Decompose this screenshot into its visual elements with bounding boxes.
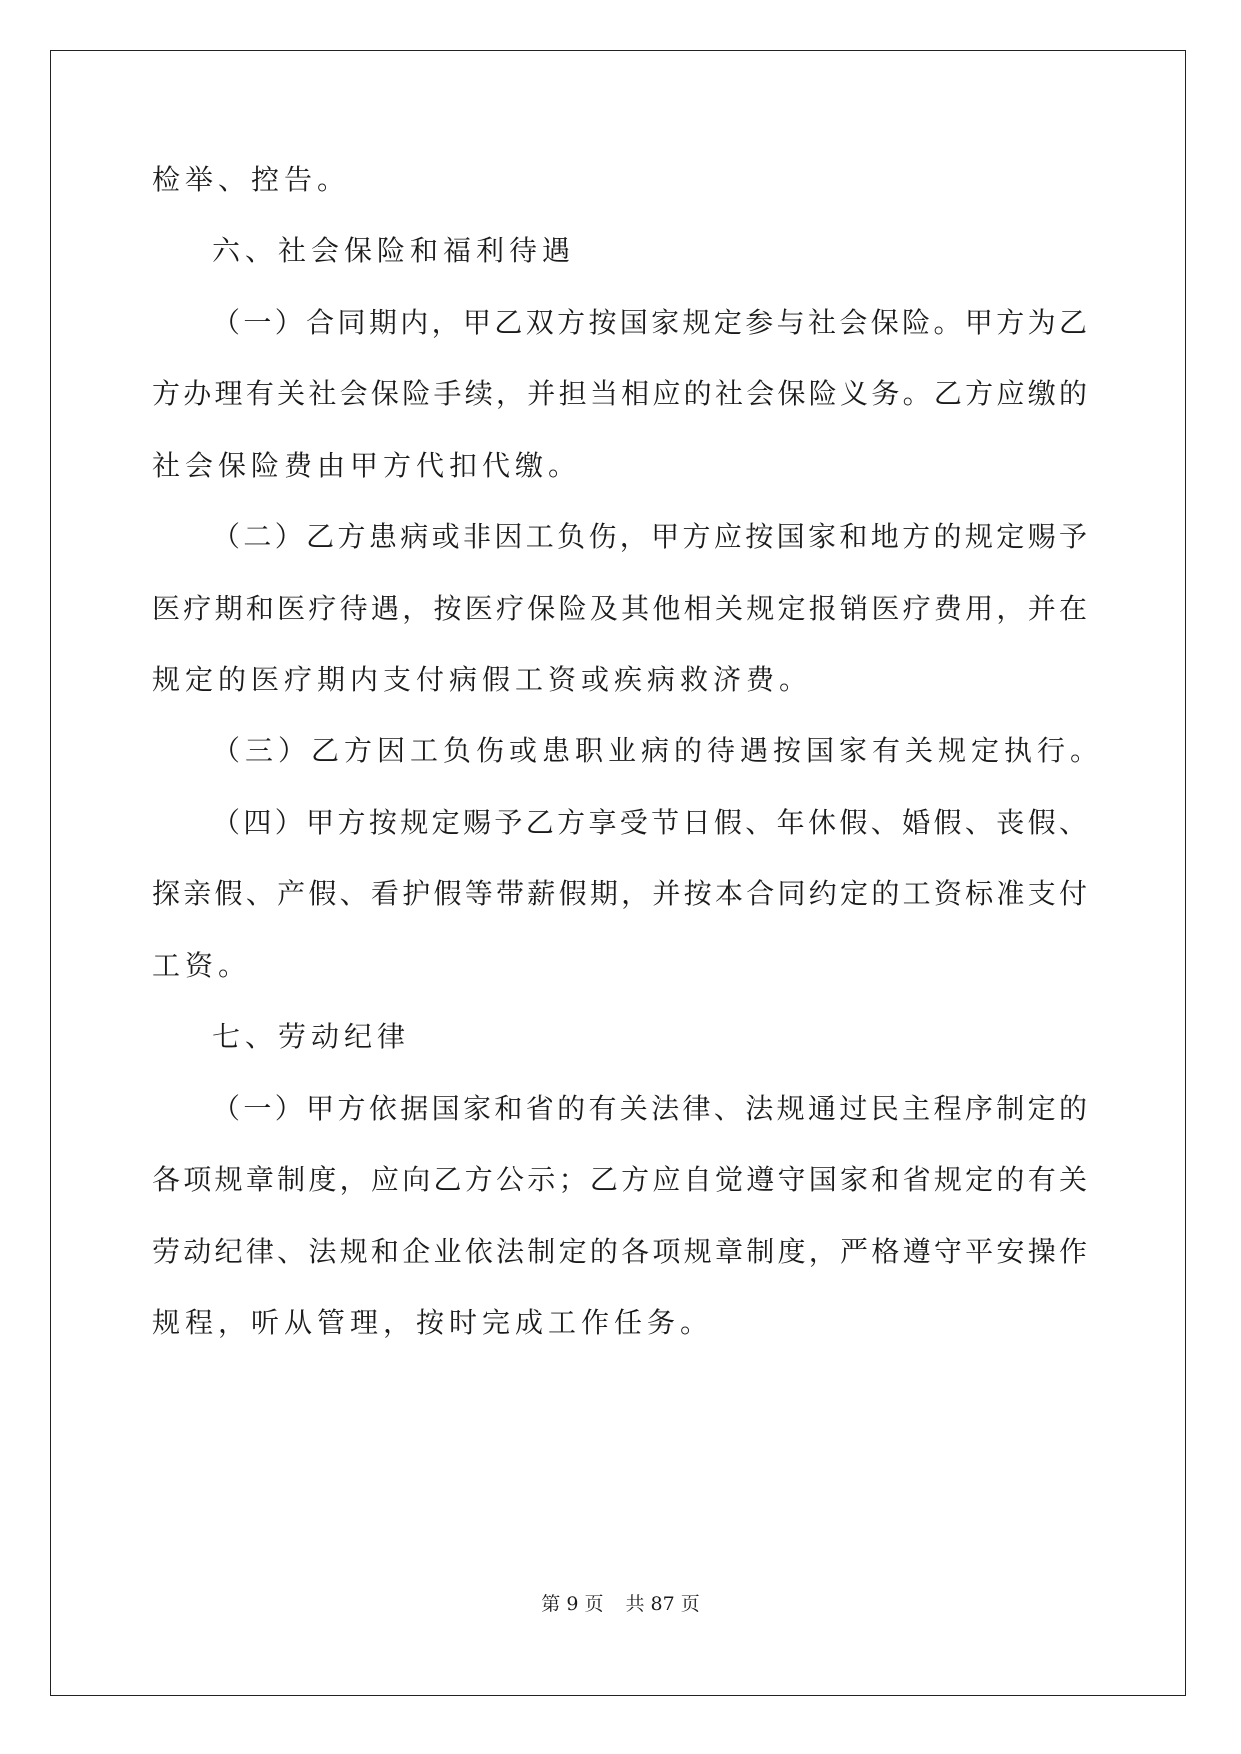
page-number: 第 9 页 — [541, 1593, 604, 1615]
paragraph-line: （四）甲方按规定赐予乙方享受节日假、年休假、婚假、丧假、 — [212, 806, 1087, 839]
paragraph-line: 工资。 — [152, 949, 252, 982]
section-heading: 七、劳动纪律 — [212, 1020, 411, 1053]
paragraph-line: 社会保险费由甲方代扣代缴。 — [152, 449, 582, 482]
paragraph-line: 方办理有关社会保险手续，并担当相应的社会保险义务。乙方应缴的 — [152, 377, 1087, 410]
paragraph-line: 检举、控告。 — [152, 163, 351, 196]
page-border — [50, 50, 1186, 1696]
paragraph-line: 医疗期和医疗待遇，按医疗保险及其他相关规定报销医疗费用，并在 — [152, 592, 1087, 625]
paragraph-line: 规定的医疗期内支付病假工资或疾病救济费。 — [152, 663, 813, 696]
paragraph-line: （三）乙方因工负伤或患职业病的待遇按国家有关规定执行。 — [212, 734, 1104, 767]
section-heading: 六、社会保险和福利待遇 — [212, 234, 576, 267]
paragraph-line: （二）乙方患病或非因工负伤，甲方应按国家和地方的规定赐予 — [212, 520, 1087, 553]
paragraph-line: 各项规章制度，应向乙方公示；乙方应自觉遵守国家和省规定的有关 — [152, 1163, 1087, 1196]
paragraph-line: （一）甲方依据国家和省的有关法律、法规通过民主程序制定的 — [212, 1092, 1087, 1125]
paragraph-line: （一）合同期内，甲乙双方按国家规定参与社会保险。甲方为乙 — [212, 306, 1087, 339]
paragraph-line: 规程，听从管理，按时完成工作任务。 — [152, 1306, 714, 1339]
paragraph-line: 劳动纪律、法规和企业依法制定的各项规章制度，严格遵守平安操作 — [152, 1235, 1087, 1268]
total-pages: 共 87 页 — [625, 1593, 700, 1615]
paragraph-line: 探亲假、产假、看护假等带薪假期，并按本合同约定的工资标准支付 — [152, 877, 1087, 910]
page-footer — [0, 1589, 1241, 1616]
